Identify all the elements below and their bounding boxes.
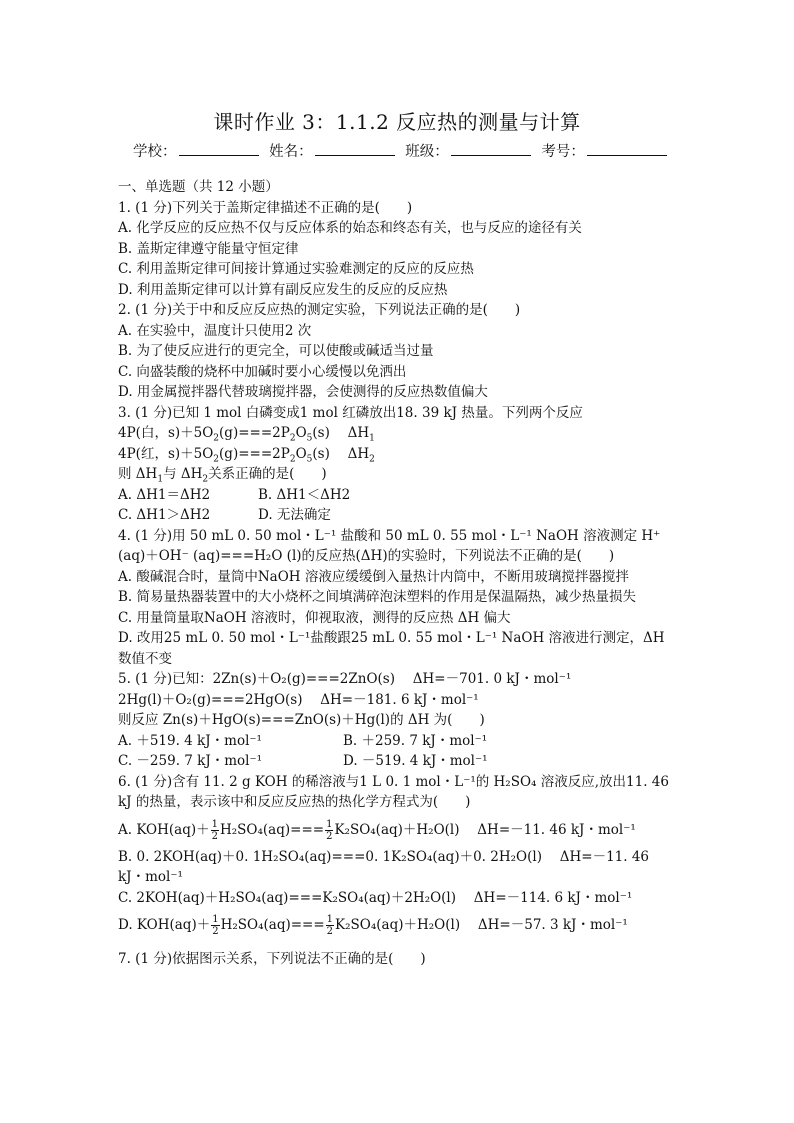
q7-stem: 7. (1 分)依据图示关系，下列说法不正确的是( ) bbox=[118, 951, 426, 967]
q5-stem: 5. (1 分)已知：2Zn(s)＋O₂(g)===2ZnO(s) ΔH=－701. 0 kJ・mol⁻¹ bbox=[118, 671, 572, 687]
q5-option-a: A. ＋519. 4 kJ・mol⁻¹ bbox=[118, 732, 262, 749]
q4-stem: 4. (1 分)用 50 mL 0. 50 mol・L⁻¹ 盐酸和 50 mL 0. 55 mol・L⁻¹ NaOH 溶液测定 H⁺ (aq)＋OH⁻ (aq)===H₂O (l)的反应热(ΔH)的实验时，下列说法不正确的是( ) bbox=[118, 527, 661, 564]
school-blank[interactable] bbox=[179, 143, 259, 156]
q4-option-c: C. 用量筒量取NaOH 溶液时，仰视取液，测得的反应热 ΔH 偏大 bbox=[118, 609, 511, 626]
q1-stem: 1. (1 分)下列关于盖斯定律描述不正确的是( ) bbox=[118, 199, 413, 216]
fraction-half: $\frac{1}{2}$ bbox=[211, 818, 218, 842]
q3-option-c: C. ΔH1＞ΔH2 bbox=[118, 507, 211, 523]
name-blank[interactable] bbox=[315, 143, 395, 156]
section-heading: 一、单选题（共 12 小题） bbox=[118, 179, 279, 195]
exam-no-label: 考号： bbox=[541, 144, 585, 160]
page-title: 课时作业 3：1.1.2 反应热的测量与计算 bbox=[213, 110, 581, 134]
q2-option-d: D. 用金属搅拌器代替玻璃搅拌器，会使测得的反应热数值偏大 bbox=[118, 384, 488, 400]
q3-reaction-1: 4P(白，$s)+5O_2(g)===2P_2O_5(s)$ $\Delta H_1$ bbox=[118, 425, 375, 444]
q5-option-c: C. －259. 7 kJ・mol⁻¹ bbox=[118, 753, 263, 769]
q6-option-b: B. 0. 2KOH(aq)＋0. 1H₂SO₄(aq)===0. 1K₂SO₄(aq)＋0. 2H₂O(l) ΔH=－11. 46 kJ・mol⁻¹ bbox=[118, 848, 650, 885]
student-info-row bbox=[133, 140, 673, 161]
q2-stem: 2. (1 分)关于中和反应反应热的测定实验，下列说法正确的是( ) bbox=[118, 302, 521, 318]
fraction-half: $\frac{1}{2}$ bbox=[326, 818, 333, 842]
q3-ask: 则 $\Delta H_1$与 $\Delta H_2$关系正确的是( ) bbox=[118, 466, 327, 485]
school-label: 学校： bbox=[133, 144, 177, 160]
q3-options-cd bbox=[118, 505, 680, 526]
q6-stem: 6. (1 分)含有 11. 2 g KOH 的稀溶液与1 L 0. 1 mol・L⁻¹的 H₂SO₄ 溶液反应,放出11. 46 kJ 的热量，表示该中和反应反应热的热化学方程式为( ) bbox=[118, 773, 669, 810]
q1-option-d: D. 利用盖斯定律可以计算有副反应发生的反应的反应热 bbox=[118, 281, 448, 298]
q5-option-d: D. －519. 4 kJ・mol⁻¹ bbox=[343, 753, 488, 769]
q5-reaction-2: 2Hg(l)＋O₂(g)===2HgO(s) ΔH=－181. 6 kJ・mol⁻¹ bbox=[118, 691, 479, 708]
q3-option-b: B. ΔH1＜ΔH2 bbox=[258, 486, 351, 503]
q6-option-a: A. KOH(aq)＋ $\frac{1}{2}$ H₂SO₄(aq)=== $\frac{1}{2}$ K₂SO₄(aq)＋H₂O(l) ΔH=－11. 46 kJ・mol⁻¹ bbox=[118, 818, 636, 842]
q3-reaction-2: 4P(红，$s)+5O_2(g)===2P_2O_5(s)$ $\Delta H_2$ bbox=[118, 445, 375, 465]
name-label: 姓名： bbox=[269, 144, 313, 160]
exam-no-blank[interactable] bbox=[587, 143, 667, 156]
q5-options-ab bbox=[118, 731, 680, 752]
q2-option-b: B. 为了使反应进行的更完全，可以使酸或碱适当过量 bbox=[118, 343, 434, 359]
q1-option-b: B. 盖斯定律遵守能量守恒定律 bbox=[118, 240, 299, 257]
class-label: 班级： bbox=[405, 144, 449, 160]
q4-option-d: D. 改用25 mL 0. 50 mol・L⁻¹盐酸跟25 mL 0. 55 mol・L⁻¹ NaOH 溶液进行测定，ΔH 数值不变 bbox=[118, 630, 665, 667]
q5-options-cd bbox=[118, 751, 680, 772]
q2-option-c: C. 向盛装酸的烧杯中加碱时要小心缓慢以免洒出 bbox=[118, 363, 407, 380]
q3-options-ab bbox=[118, 485, 680, 506]
q3-stem: 3. (1 分)已知 1 mol 白磷变成1 mol 红磷放出18. 39 kJ 热量。下列两个反应 bbox=[118, 404, 583, 421]
q2-option-a: A. 在实验中，温度计只使用2 次 bbox=[118, 322, 312, 339]
q3-option-d: D. 无法确定 bbox=[258, 507, 331, 523]
q4-option-a: A. 酸碱混合时，量筒中NaOH 溶液应缓缓倒入量热计内筒中，不断用玻璃搅拌器搅拌 bbox=[118, 568, 629, 585]
q1-option-a: A. 化学反应的反应热不仅与反应体系的始态和终态有关，也与反应的途径有关 bbox=[118, 220, 582, 236]
fraction-half: $\frac{1}{2}$ bbox=[326, 914, 334, 937]
fraction-half: $\frac{1}{2}$ bbox=[212, 914, 219, 937]
class-blank[interactable] bbox=[451, 143, 531, 156]
q4-option-b: B. 简易量热器装置中的大小烧杯之间填满碎泡沫塑料的作用是保温隔热，减少热量损失 bbox=[118, 589, 637, 605]
question-list bbox=[118, 177, 680, 976]
q5-option-b: B. ＋259. 7 kJ・mol⁻¹ bbox=[343, 732, 488, 749]
q6-option-d: D. KOH(aq)＋ $\frac{1}{2}$ H₂SO₄(aq)=== $\frac{1}{2}$ K₂SO₄(aq)＋H₂O(l) ΔH=－57. 3 kJ・mol⁻¹ bbox=[118, 914, 628, 937]
q1-option-c: C. 利用盖斯定律可间接计算通过实验难测定的反应的反应热 bbox=[118, 261, 474, 277]
q3-option-a: A. ΔH1＝ΔH2 bbox=[118, 486, 211, 503]
q5-ask: 则反应 Zn(s)＋HgO(s)===ZnO(s)＋Hg(l)的 ΔH 为( ) bbox=[118, 712, 485, 728]
q6-option-c: C. 2KOH(aq)＋H₂SO₄(aq)===K₂SO₄(aq)＋2H₂O(l) ΔH=－114. 6 kJ・mol⁻¹ bbox=[118, 889, 633, 906]
